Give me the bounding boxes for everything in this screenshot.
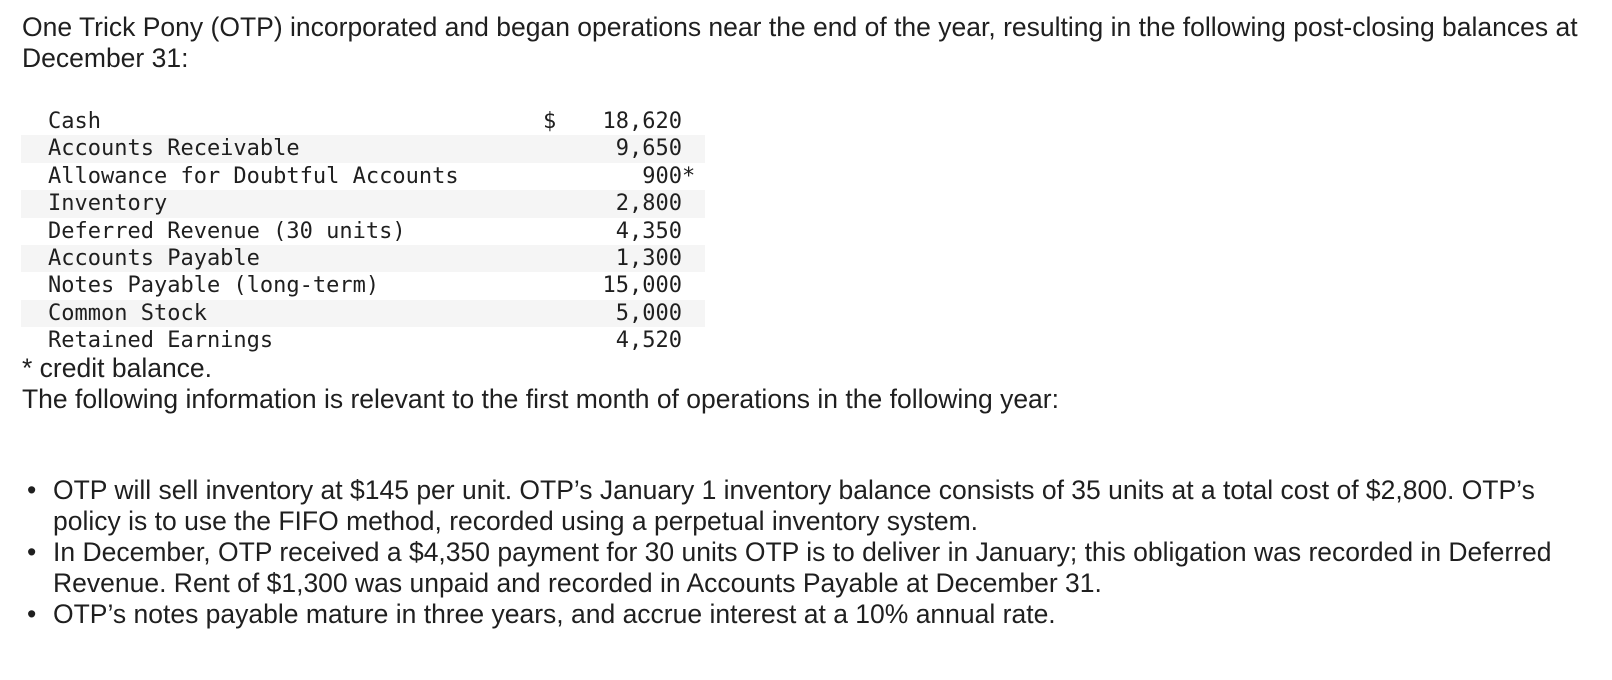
credit-mark — [682, 327, 705, 354]
currency-symbol — [543, 272, 573, 299]
account-name: Deferred Revenue (30 units) — [48, 218, 406, 244]
account-name: Cash — [48, 109, 101, 134]
account-name: Common Stock — [21, 300, 543, 327]
list-item — [22, 599, 1602, 630]
account-amount: 18,620 — [602, 109, 682, 134]
account-name: Allowance for Doubtful Accounts — [48, 163, 459, 189]
problem-intro: One Trick Pony (OTP) incorporated and began operations near the end of the year, resulting in the following post-closing balances at December 31: — [22, 12, 1578, 73]
table-row — [21, 300, 705, 327]
bullet-icon: • — [27, 475, 37, 505]
account-name: Accounts Payable — [21, 245, 543, 272]
currency-symbol — [543, 245, 573, 272]
account-amount: 900 — [642, 163, 682, 189]
list-item-text: In December, OTP received a $4,350 payment for 30 units OTP is to deliver in January; this obligation was recorded in Deferred Revenue. Rent of $1,300 was unpaid and recorded in Accounts Payable at December 31. — [53, 537, 1552, 598]
list-item-text: OTP will sell inventory at $145 per unit. OTP’s January 1 inventory balance consists of 35 units at a total cost of $2,800. OTP’s policy is to use the FIFO method, recorded using a perpetual inventory system. — [53, 475, 1535, 536]
credit-mark — [682, 245, 705, 272]
currency-symbol — [543, 218, 573, 245]
table-row — [21, 327, 705, 354]
account-amount: 1,300 — [573, 245, 682, 272]
credit-balance-footnote: * credit balance. — [22, 353, 213, 383]
table-row — [21, 245, 705, 272]
list-item-text: OTP’s notes payable mature in three years, and accrue interest at a 10% annual rate. — [53, 599, 1056, 629]
information-lead-in: The following information is relevant to the first month of operations in the following year: — [22, 384, 1059, 414]
list-item — [22, 537, 1602, 599]
account-amount: 5,000 — [573, 300, 682, 327]
credit-mark — [682, 218, 705, 245]
credit-mark: * — [682, 163, 696, 189]
table-row — [21, 272, 705, 299]
table-row — [21, 218, 705, 245]
currency-symbol — [543, 190, 573, 217]
credit-mark — [682, 108, 705, 135]
account-name: Notes Payable (long-term) — [48, 273, 380, 299]
currency-symbol — [543, 135, 573, 162]
credit-mark — [682, 300, 705, 327]
account-name: Accounts Receivable — [21, 135, 543, 162]
currency-symbol — [543, 163, 573, 190]
account-amount: 15,000 — [602, 273, 682, 299]
currency-symbol: $ — [543, 109, 557, 134]
account-amount: 4,520 — [615, 328, 682, 354]
information-list — [22, 475, 1602, 630]
credit-mark — [682, 272, 705, 299]
balances-table — [21, 108, 705, 355]
table-row — [21, 135, 705, 162]
account-name: Inventory — [21, 190, 543, 217]
table-row — [21, 190, 705, 217]
table-row — [21, 108, 705, 135]
account-amount: 2,800 — [573, 190, 682, 217]
table-row — [21, 163, 705, 190]
bullet-icon: • — [27, 537, 37, 567]
currency-symbol — [543, 300, 573, 327]
account-name: Retained Earnings — [48, 328, 274, 354]
list-item — [22, 475, 1602, 537]
credit-mark — [682, 190, 705, 217]
credit-mark — [682, 135, 705, 162]
currency-symbol — [543, 327, 573, 354]
account-amount: 4,350 — [615, 218, 682, 244]
account-amount: 9,650 — [573, 135, 682, 162]
bullet-icon: • — [27, 599, 37, 629]
